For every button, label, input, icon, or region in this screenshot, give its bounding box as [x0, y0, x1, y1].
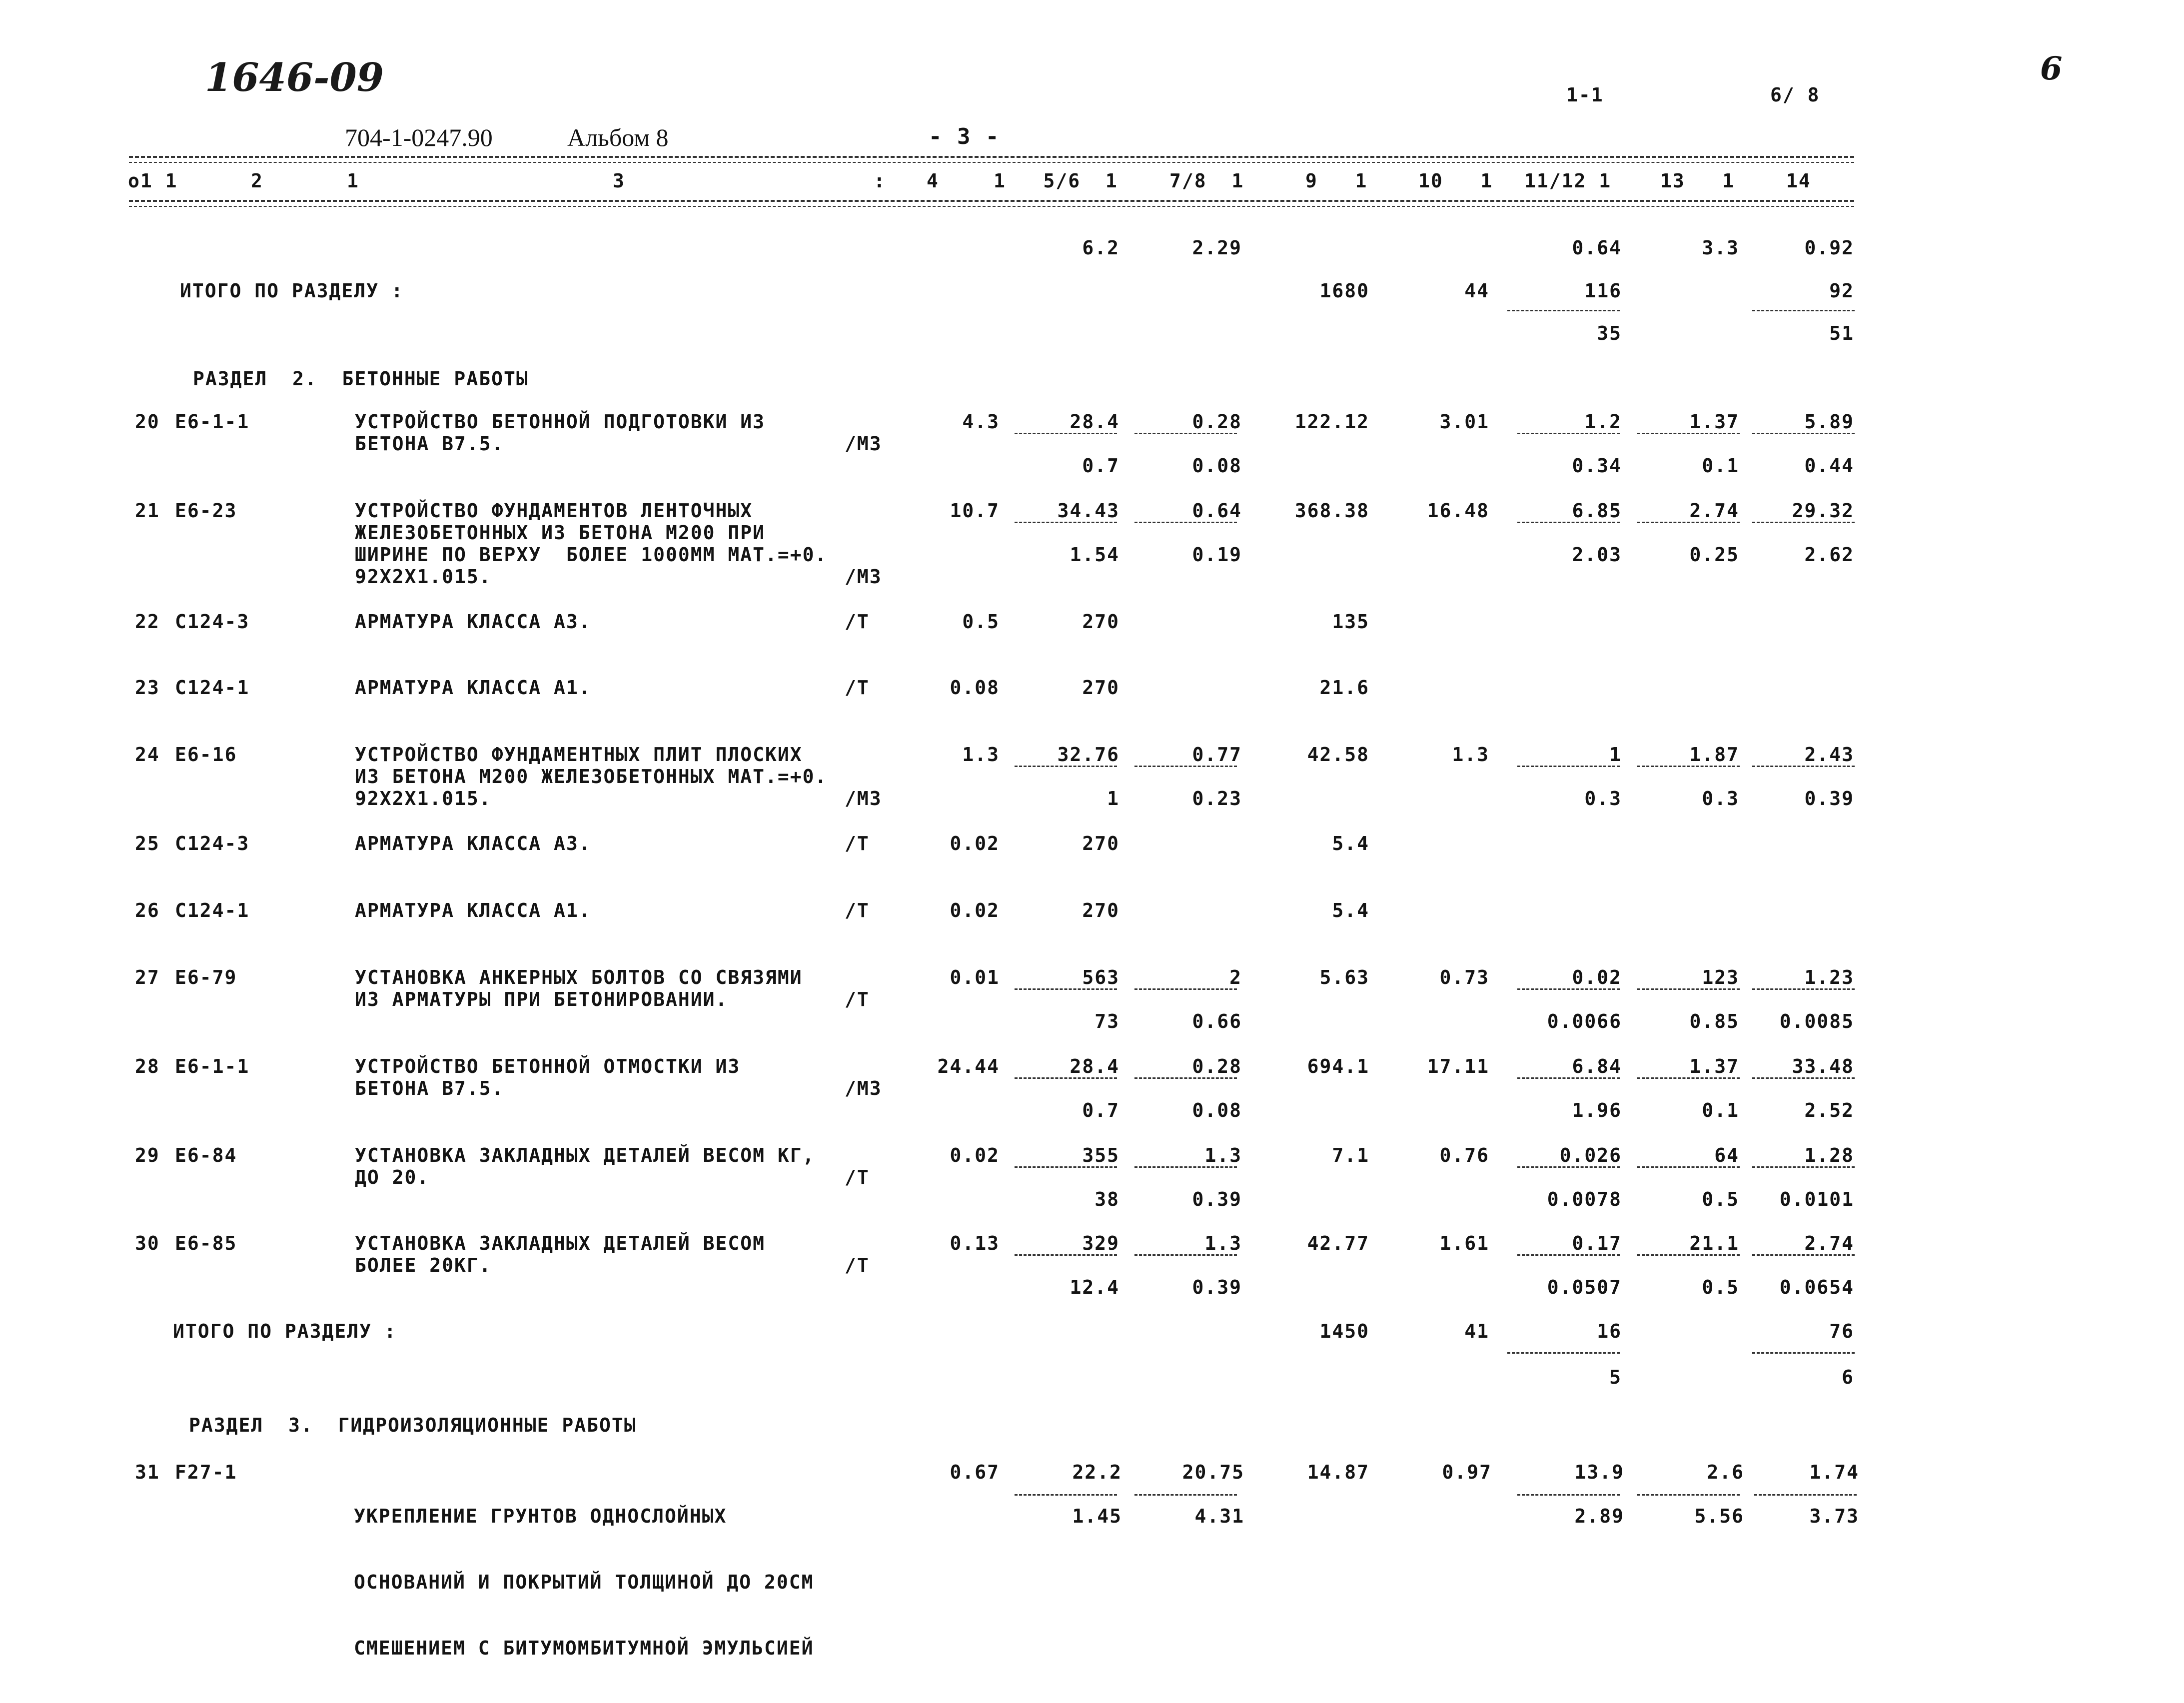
cell-c56: 6.2 — [1082, 237, 1119, 259]
cell-c13-bottom: 0.25 — [1689, 544, 1739, 566]
cell-c13-bottom: 0.85 — [1689, 1010, 1739, 1032]
cell-c9: 694.1 — [1307, 1055, 1369, 1077]
cell-c56: 270 — [1082, 833, 1119, 854]
total-c1112-bottom: 5 — [1609, 1366, 1622, 1388]
cell-c78: 2.29 — [1192, 237, 1242, 259]
total-c10: 41 — [1464, 1320, 1489, 1342]
work-description: УСТАНОВКА АНКЕРНЫХ БОЛТОВ СО СВЯЗЯМИ ИЗ АРМАТУРЫ ПРИ БЕТОНИРОВАНИИ. — [355, 966, 803, 1010]
fraction-line — [1752, 766, 1855, 767]
col-header-2: 2 — [251, 170, 263, 192]
cell-c13: 1.87 — [1689, 744, 1739, 766]
cell-c56-bottom: 38 — [1094, 1188, 1119, 1210]
norm-code: Е6-85 — [175, 1232, 237, 1254]
fraction-line — [1752, 522, 1855, 523]
col-header-13: 13 1 — [1660, 170, 1735, 192]
sheet-label: - 3 - — [929, 124, 1000, 149]
fraction-line — [1134, 766, 1237, 767]
cell-c78-bottom: 0.19 — [1192, 544, 1242, 566]
unit-of-measure: /Т — [845, 677, 870, 699]
fraction-line — [1517, 1166, 1620, 1168]
cell-c4: 1.3 — [962, 744, 1000, 766]
cell-c9: 5.4 — [1332, 833, 1369, 854]
cell-c13: 2.6 — [1707, 1461, 1744, 1483]
cell-c78: 0.64 — [1192, 500, 1242, 522]
work-description: АРМАТУРА КЛАССА А1. — [355, 899, 591, 921]
cell-c1112: 0.02 — [1572, 966, 1622, 988]
section-2-title: РАЗДЕЛ 2. БЕТОННЫЕ РАБОТЫ — [193, 368, 529, 390]
unit-of-measure: /Т — [845, 611, 870, 633]
cell-c56: 563 — [1082, 966, 1119, 988]
cell-c9: 5.63 — [1319, 966, 1369, 988]
cell-c9: 5.4 — [1332, 899, 1369, 921]
cell-c14: 2.43 — [1804, 744, 1854, 766]
cell-c78: 0.28 — [1192, 411, 1242, 433]
norm-code: С124-1 — [175, 677, 250, 699]
handwritten-code: 1646-09 — [205, 55, 384, 100]
cell-c14: 2.74 — [1804, 1232, 1854, 1254]
col-header-10: 10 1 — [1418, 170, 1493, 192]
cell-c1112: 0.17 — [1572, 1232, 1622, 1254]
cell-c4: 0.08 — [950, 677, 1000, 699]
row-number: 24 — [135, 744, 160, 766]
cell-c13-bottom: 0.1 — [1702, 455, 1739, 477]
document-reference: 704-1-0247.90 — [345, 123, 493, 151]
cell-c14: 29.32 — [1792, 500, 1854, 522]
cell-c4: 4.3 — [962, 411, 1000, 433]
cell-c56: 270 — [1082, 899, 1119, 921]
fraction-line — [1015, 1166, 1117, 1168]
fraction-line — [1752, 310, 1855, 311]
cell-c56-bottom: 0.7 — [1082, 455, 1119, 477]
cell-c4: 0.01 — [950, 966, 1000, 988]
fraction-line — [1015, 988, 1117, 990]
fraction-line — [1637, 433, 1740, 434]
fraction-line — [1637, 766, 1740, 767]
work-description: УСТРОЙСТВО БЕТОННОЙ ПОДГОТОВКИ ИЗ БЕТОНА В7.5. — [355, 411, 765, 455]
cell-c14-bottom: 2.62 — [1804, 544, 1854, 566]
header-bottom-rule-2 — [129, 206, 1854, 207]
cell-c4: 0.02 — [950, 833, 1000, 854]
cell-c1112: 6.85 — [1572, 500, 1622, 522]
norm-code: Е6-79 — [175, 966, 237, 988]
col-header-9: 9 1 — [1305, 170, 1368, 192]
cell-c78: 20.75 — [1182, 1461, 1244, 1483]
fraction-line — [1752, 1352, 1855, 1354]
work-description: УКРЕПЛЕНИЕ ГРУНТОВ ОДНОСЛОЙНЫХ ОСНОВАНИЙ И ПОКРЫТИЙ ТОЛЩИНОЙ ДО 20СМ СМЕШЕНИЕМ С БИТУМОМБИТУМНОЙ ЭМУЛЬСИЕЙ — [354, 1505, 814, 1659]
cell-c1112-bottom: 2.03 — [1572, 544, 1622, 566]
unit-of-measure: /М3 — [845, 566, 882, 588]
total-c14: 76 — [1829, 1320, 1854, 1342]
cell-c78-bottom: 0.66 — [1192, 1010, 1242, 1032]
unit-of-measure: /М3 — [845, 433, 882, 455]
row-number: 29 — [135, 1144, 160, 1166]
unit-of-measure: /Т — [845, 1254, 870, 1276]
cell-c14: 33.48 — [1792, 1055, 1854, 1077]
cell-c56: 355 — [1082, 1144, 1119, 1166]
norm-code: Е6-23 — [175, 500, 237, 522]
corner-code-a: 1-1 — [1566, 84, 1604, 106]
cell-c1112-bottom: 2.89 — [1574, 1505, 1624, 1527]
cell-c9: 368.38 — [1294, 500, 1369, 522]
cell-c56-bottom: 12.4 — [1070, 1276, 1119, 1298]
fraction-line — [1637, 1254, 1740, 1256]
fraction-line — [1015, 1494, 1117, 1496]
cell-c13: 1.37 — [1689, 1055, 1739, 1077]
work-description: УСТАНОВКА ЗАКЛАДНЫХ ДЕТАЛЕЙ ВЕСОМ КГ, ДО 20. — [355, 1144, 815, 1188]
cell-c1112-bottom: 1.96 — [1572, 1099, 1622, 1121]
cell-c14: 1.74 — [1809, 1461, 1859, 1483]
unit-of-measure: /Т — [845, 833, 870, 854]
col-header-3: 3 — [613, 170, 625, 192]
cell-c14: 0.92 — [1804, 237, 1854, 259]
work-description: АРМАТУРА КЛАССА А3. — [355, 611, 591, 633]
norm-code: С124-3 — [175, 611, 250, 633]
cell-c4: 0.5 — [962, 611, 1000, 633]
cell-c13: 3.3 — [1702, 237, 1739, 259]
unit-of-measure: /Т — [845, 1166, 870, 1188]
page-number: 6 — [2040, 50, 2063, 87]
work-description: УСТАНОВКА ЗАКЛАДНЫХ ДЕТАЛЕЙ ВЕСОМ БОЛЕЕ 20КГ. — [355, 1232, 765, 1276]
work-description: УСТРОЙСТВО БЕТОННОЙ ОТМОСТКИ ИЗ БЕТОНА В7.5. — [355, 1055, 741, 1099]
cell-c78: 2 — [1229, 966, 1242, 988]
cell-c1112: 1 — [1609, 744, 1622, 766]
fraction-line — [1015, 1254, 1117, 1256]
norm-code: Е6-1-1 — [175, 411, 250, 433]
work-description: АРМАТУРА КЛАССА А1. — [355, 677, 591, 699]
cell-c56: 270 — [1082, 677, 1119, 699]
cell-c14-bottom: 0.0085 — [1779, 1010, 1854, 1032]
total-c14-bottom: 51 — [1829, 322, 1854, 344]
work-description: АРМАТУРА КЛАССА А3. — [355, 833, 591, 854]
fraction-line — [1507, 1352, 1620, 1354]
cell-c56: 34.43 — [1057, 500, 1119, 522]
total-c10: 44 — [1464, 280, 1489, 302]
fraction-line — [1134, 522, 1237, 523]
total-c1112: 16 — [1597, 1320, 1622, 1342]
total-c1112-bottom: 35 — [1597, 322, 1622, 344]
col-header-14: 14 — [1786, 170, 1811, 192]
fraction-line — [1637, 1166, 1740, 1168]
col-header-sep-1: 1 — [347, 170, 359, 192]
fraction-line — [1134, 1254, 1237, 1256]
cell-c1112: 1.2 — [1584, 411, 1622, 433]
work-description: УСТРОЙСТВО ФУНДАМЕНТНЫХ ПЛИТ ПЛОСКИХ ИЗ БЕТОНА М200 ЖЕЛЕЗОБЕТОННЫХ МАТ.=+0. 92Х2Х1.015. — [355, 744, 828, 810]
row-number: 21 — [135, 500, 160, 522]
header-top-rule-2 — [129, 162, 1854, 163]
fraction-line — [1752, 1077, 1855, 1079]
cell-c13: 123 — [1702, 966, 1739, 988]
fraction-line — [1517, 522, 1620, 523]
cell-c14: 1.23 — [1804, 966, 1854, 988]
fraction-line — [1754, 1494, 1857, 1496]
cell-c14-bottom: 0.44 — [1804, 455, 1854, 477]
cell-c10: 0.76 — [1439, 1144, 1489, 1166]
fraction-line — [1752, 1254, 1855, 1256]
fraction-line — [1517, 1494, 1620, 1496]
cell-c56: 270 — [1082, 611, 1119, 633]
cell-c1112-bottom: 0.0078 — [1547, 1188, 1622, 1210]
norm-code: С124-1 — [175, 899, 250, 921]
col-header-7-8: 7/8 1 — [1169, 170, 1244, 192]
header-bottom-rule — [129, 200, 1854, 202]
cell-c10: 1.61 — [1439, 1232, 1489, 1254]
fraction-line — [1134, 1494, 1237, 1496]
unit-of-measure: /Т — [845, 899, 870, 921]
cell-c1112: 0.64 — [1572, 237, 1622, 259]
col-header-5-6: 1 5/6 1 — [994, 170, 1118, 192]
cell-c78: 1.3 — [1204, 1232, 1242, 1254]
cell-c56: 28.4 — [1070, 411, 1119, 433]
row-number: 30 — [135, 1232, 160, 1254]
cell-c9: 7.1 — [1332, 1144, 1369, 1166]
total-c14: 92 — [1829, 280, 1854, 302]
cell-c1112-bottom: 0.3 — [1584, 788, 1622, 810]
cell-c14-bottom: 2.52 — [1804, 1099, 1854, 1121]
cell-c4: 0.67 — [950, 1461, 1000, 1483]
cell-c4: 24.44 — [937, 1055, 1000, 1077]
cell-c10: 17.11 — [1427, 1055, 1489, 1077]
cell-c14: 5.89 — [1804, 411, 1854, 433]
total-c14-bottom: 6 — [1842, 1366, 1854, 1388]
cell-c56-bottom: 1.54 — [1070, 544, 1119, 566]
cell-c1112: 13.9 — [1574, 1461, 1624, 1483]
cell-c1112: 0.026 — [1559, 1144, 1622, 1166]
fraction-line — [1517, 1077, 1620, 1079]
cell-c1112-bottom: 0.0066 — [1547, 1010, 1622, 1032]
cell-c10: 1.3 — [1452, 744, 1489, 766]
fraction-line — [1637, 522, 1740, 523]
fraction-line — [1752, 433, 1855, 434]
cell-c10: 16.48 — [1427, 500, 1489, 522]
cell-c13-bottom: 0.5 — [1702, 1276, 1739, 1298]
cell-c78-bottom: 0.08 — [1192, 455, 1242, 477]
cell-c56: 28.4 — [1070, 1055, 1119, 1077]
unit-of-measure: /М3 — [845, 788, 882, 810]
cell-c1112-bottom: 0.0507 — [1547, 1276, 1622, 1298]
cell-c1112: 6.84 — [1572, 1055, 1622, 1077]
fraction-line — [1015, 766, 1117, 767]
cell-c14-bottom: 3.73 — [1809, 1505, 1859, 1527]
cell-c78: 0.28 — [1192, 1055, 1242, 1077]
norm-code: Е6-1-1 — [175, 1055, 250, 1077]
cell-c78: 1.3 — [1204, 1144, 1242, 1166]
row-number: 27 — [135, 966, 160, 988]
cell-c14-bottom: 0.0101 — [1779, 1188, 1854, 1210]
total-label: ИТОГО ПО РАЗДЕЛУ : — [180, 280, 404, 302]
cell-c9: 14.87 — [1307, 1461, 1369, 1483]
norm-code: С124-3 — [175, 833, 250, 854]
cell-c14-bottom: 0.39 — [1804, 788, 1854, 810]
fraction-line — [1015, 522, 1117, 523]
cell-c78: 0.77 — [1192, 744, 1242, 766]
fraction-line — [1134, 1166, 1237, 1168]
cell-c78-bottom: 0.08 — [1192, 1099, 1242, 1121]
unit-of-measure: /Т — [845, 988, 870, 1010]
cell-c10: 0.73 — [1439, 966, 1489, 988]
cell-c4: 0.02 — [950, 1144, 1000, 1166]
fraction-line — [1015, 1077, 1117, 1079]
cell-c10: 0.97 — [1442, 1461, 1492, 1483]
row-number: 28 — [135, 1055, 160, 1077]
row-number: 31 — [135, 1461, 160, 1483]
cell-c56-bottom: 0.7 — [1082, 1099, 1119, 1121]
fraction-line — [1517, 988, 1620, 990]
row-number: 23 — [135, 677, 160, 699]
fraction-line — [1517, 433, 1620, 434]
cell-c13: 64 — [1714, 1144, 1739, 1166]
fraction-line — [1637, 1494, 1740, 1496]
cell-c9: 42.58 — [1307, 744, 1369, 766]
cell-c56: 32.76 — [1057, 744, 1119, 766]
cell-c78-bottom: 0.23 — [1192, 788, 1242, 810]
album-label: Альбом 8 — [567, 123, 669, 151]
cell-c14-bottom: 0.0654 — [1779, 1276, 1854, 1298]
corner-code-b: 6/ 8 — [1770, 84, 1820, 106]
col-header-1: o1 1 — [128, 170, 178, 192]
fraction-line — [1134, 433, 1237, 434]
row-number: 25 — [135, 833, 160, 854]
total-c9: 1680 — [1319, 280, 1369, 302]
row-number: 22 — [135, 611, 160, 633]
cell-c56: 329 — [1082, 1232, 1119, 1254]
cell-c10: 3.01 — [1439, 411, 1489, 433]
cell-c78-bottom: 4.31 — [1194, 1505, 1244, 1527]
cell-c9: 42.77 — [1307, 1232, 1369, 1254]
cell-c56: 22.2 — [1072, 1461, 1122, 1483]
cell-c78-bottom: 0.39 — [1192, 1276, 1242, 1298]
col-header-sep-2: : — [874, 170, 886, 192]
section-3-title: РАЗДЕЛ 3. ГИДРОИЗОЛЯЦИОННЫЕ РАБОТЫ — [189, 1414, 637, 1436]
cell-c13-bottom: 5.56 — [1694, 1505, 1744, 1527]
header-top-rule — [129, 156, 1854, 158]
cell-c13: 1.37 — [1689, 411, 1739, 433]
norm-code: Е6-84 — [175, 1144, 237, 1166]
total-label: ИТОГО ПО РАЗДЕЛУ : — [173, 1320, 397, 1342]
fraction-line — [1637, 988, 1740, 990]
cell-c1112-bottom: 0.34 — [1572, 455, 1622, 477]
unit-of-measure: /М3 — [845, 1077, 882, 1099]
work-description: УСТРОЙСТВО ФУНДАМЕНТОВ ЛЕНТОЧНЫХ ЖЕЛЕЗОБЕТОННЫХ ИЗ БЕТОНА М200 ПРИ ШИРИНЕ ПО ВЕРХУ БОЛЕЕ 1000ММ МАТ.=+0. 92Х2Х1.015. — [355, 500, 828, 588]
cell-c56-bottom: 73 — [1094, 1010, 1119, 1032]
cell-c4: 0.13 — [950, 1232, 1000, 1254]
row-number: 26 — [135, 899, 160, 921]
cell-c14: 1.28 — [1804, 1144, 1854, 1166]
fraction-line — [1752, 988, 1855, 990]
cell-c56-bottom: 1.45 — [1072, 1505, 1122, 1527]
fraction-line — [1015, 433, 1117, 434]
norm-code: Е6-16 — [175, 744, 237, 766]
fraction-line — [1134, 988, 1237, 990]
cell-c56-bottom: 1 — [1107, 788, 1119, 810]
fraction-line — [1752, 1166, 1855, 1168]
col-header-11-12: 11/12 1 — [1524, 170, 1612, 192]
total-c1112: 116 — [1584, 280, 1622, 302]
fraction-line — [1507, 310, 1620, 311]
cell-c13-bottom: 0.5 — [1702, 1188, 1739, 1210]
cell-c13-bottom: 0.3 — [1702, 788, 1739, 810]
row-number: 20 — [135, 411, 160, 433]
cell-c9: 135 — [1332, 611, 1369, 633]
cell-c4: 10.7 — [950, 500, 1000, 522]
cell-c13-bottom: 0.1 — [1702, 1099, 1739, 1121]
fraction-line — [1134, 1077, 1237, 1079]
cell-c9: 21.6 — [1319, 677, 1369, 699]
fraction-line — [1637, 1077, 1740, 1079]
cell-c13: 2.74 — [1689, 500, 1739, 522]
norm-code: F27-1 — [175, 1461, 237, 1483]
total-c9: 1450 — [1319, 1320, 1369, 1342]
cell-c78-bottom: 0.39 — [1192, 1188, 1242, 1210]
col-header-4: 4 — [927, 170, 939, 192]
cell-c4: 0.02 — [950, 899, 1000, 921]
fraction-line — [1517, 766, 1620, 767]
cell-c13: 21.1 — [1689, 1232, 1739, 1254]
fraction-line — [1517, 1254, 1620, 1256]
cell-c9: 122.12 — [1294, 411, 1369, 433]
